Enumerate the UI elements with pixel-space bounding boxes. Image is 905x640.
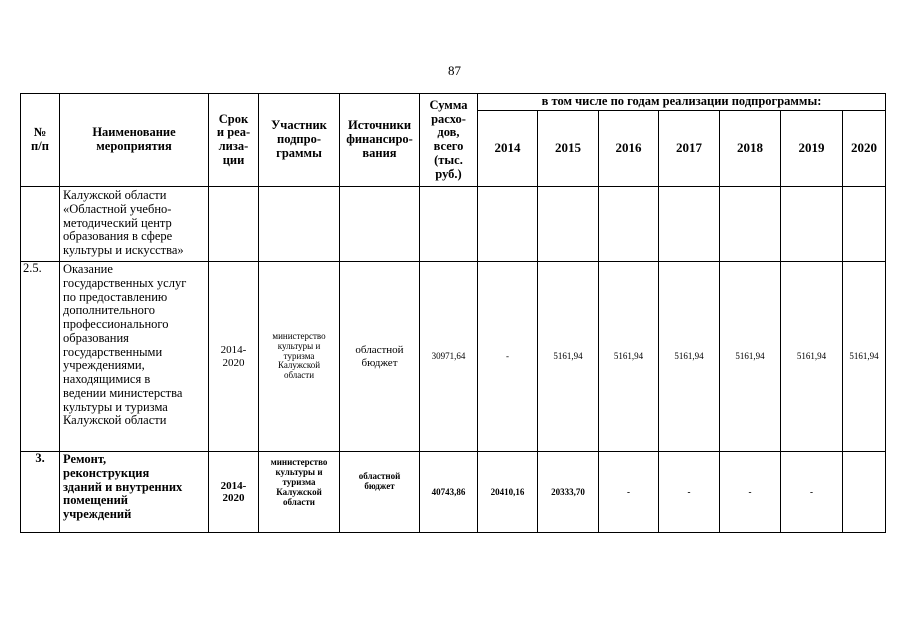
row-participant: министерство культуры и туризма Калужской области: [259, 262, 340, 452]
row-period: [209, 187, 259, 262]
row-year-value: 5161,94: [659, 262, 720, 452]
row-source: [340, 187, 420, 262]
header-name: Наименование мероприятия: [60, 94, 209, 187]
row-year-value: [599, 187, 659, 262]
row-num: 3.: [21, 452, 60, 533]
row-year-value: 20410,16: [478, 452, 538, 533]
header-year: 2020: [843, 111, 886, 187]
row-year-value: 5161,94: [843, 262, 886, 452]
table-row: [21, 262, 886, 452]
header-total: Сумма расхо- дов, всего (тыс. руб.): [420, 94, 478, 187]
row-year-value: [478, 187, 538, 262]
row-year-value: [781, 187, 843, 262]
row-year-value: 5161,94: [720, 262, 781, 452]
row-period: 2014- 2020: [209, 452, 259, 533]
header-num: № п/п: [21, 94, 60, 187]
page-number: 87: [448, 63, 461, 78]
header-year: 2016: [599, 111, 659, 187]
row-year-value: -: [478, 262, 538, 452]
row-year-value: [720, 187, 781, 262]
row-name: Калужской области «Областной учебно- методический центр образования в сфере культуры и искусства»: [60, 187, 209, 262]
row-period: 2014- 2020: [209, 262, 259, 452]
row-year-value: 5161,94: [599, 262, 659, 452]
header-source: Источники финансиро- вания: [340, 94, 420, 187]
row-num: [21, 187, 60, 262]
row-year-value: [843, 452, 886, 533]
header-by-years: в том числе по годам реализации подпрограммы:: [478, 94, 886, 111]
table-row: [21, 452, 886, 533]
row-name: Оказание государственных услуг по предоставлению дополнительного профессионального образования государственными учреждениями, находящимися в ведении министерства культуры и туризма Калужской области: [60, 262, 209, 452]
row-total: 40743,86: [420, 452, 478, 533]
row-year-value: -: [781, 452, 843, 533]
header-year: 2018: [720, 111, 781, 187]
row-year-value: -: [599, 452, 659, 533]
row-year-value: [843, 187, 886, 262]
row-year-value: 20333,70: [538, 452, 599, 533]
row-year-value: 5161,94: [538, 262, 599, 452]
row-year-value: -: [720, 452, 781, 533]
header-period: Срок и реа- лиза- ции: [209, 94, 259, 187]
row-num: 2.5.: [21, 262, 60, 452]
header-participant: Участник подпро- граммы: [259, 94, 340, 187]
header-year: 2019: [781, 111, 843, 187]
header-year: 2014: [478, 111, 538, 187]
row-name: Ремонт, реконструкция зданий и внутренних помещений учреждений: [60, 452, 209, 533]
row-total: 30971,64: [420, 262, 478, 452]
expenditure-table: [20, 93, 886, 533]
row-year-value: [659, 187, 720, 262]
header-year: 2015: [538, 111, 599, 187]
row-total: [420, 187, 478, 262]
row-year-value: 5161,94: [781, 262, 843, 452]
row-participant: [259, 187, 340, 262]
table-row: [21, 187, 886, 262]
row-participant: министерство культуры и туризма Калужской области: [259, 452, 340, 533]
row-source: областной бюджет: [340, 452, 420, 533]
header-row: [21, 94, 886, 111]
header-year: 2017: [659, 111, 720, 187]
row-year-value: [538, 187, 599, 262]
row-year-value: -: [659, 452, 720, 533]
row-source: областной бюджет: [340, 262, 420, 452]
